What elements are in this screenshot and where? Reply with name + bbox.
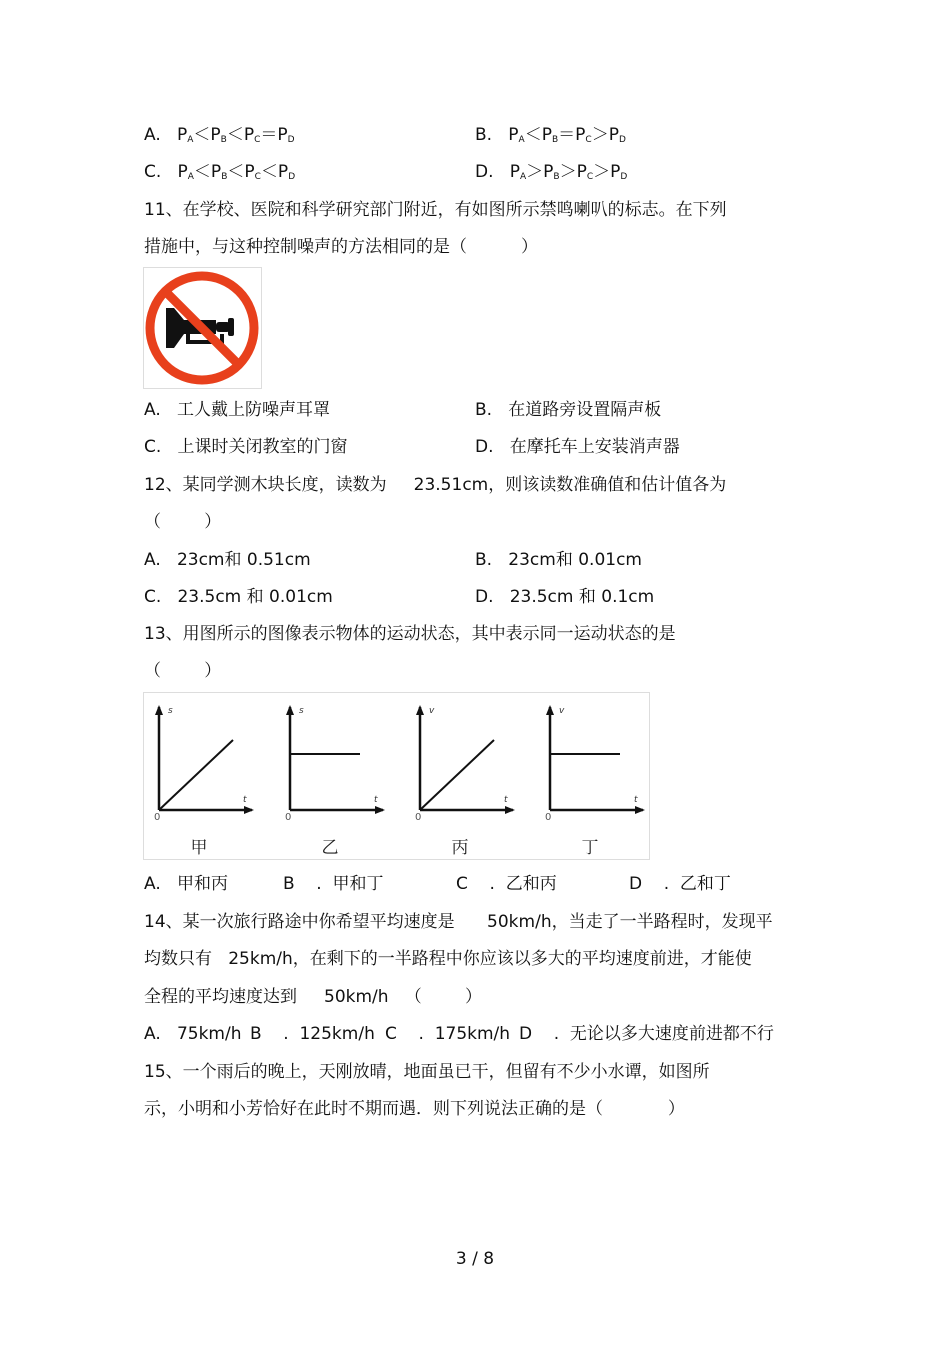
graph-y-label: v	[559, 706, 565, 716]
q14-option-a: A. 75km/h	[144, 1024, 242, 1044]
q13-option-b: B . 甲和丁	[283, 874, 384, 894]
graph-caption: 丙	[451, 838, 469, 858]
motion-graphs-svg	[144, 693, 649, 859]
q14-text-1: 14、某一次旅行路途中你希望平均速度是 50km/h，当走了一半路程时，发现平	[144, 912, 773, 932]
graph-caption: 甲	[190, 838, 208, 858]
q13-text-1: 13、用图所示的图像表示物体的运动状态，其中表示同一运动状态的是	[144, 624, 676, 644]
q13-text-2: （ ）	[144, 661, 222, 681]
graph-y-label: s	[168, 706, 173, 716]
q12-text-2: （ ）	[144, 512, 222, 532]
graph-x-label: t	[374, 795, 378, 805]
no-horn-sign-icon	[144, 268, 261, 388]
q11-option-a: A. 工人戴上防噪声耳罩	[144, 400, 330, 420]
graph-origin-label: 0	[154, 812, 161, 823]
graph-origin-label: 0	[285, 812, 292, 823]
q14-option-d: D . 无论以多大速度前进都不行	[519, 1024, 774, 1044]
graph-x-arrow	[635, 806, 645, 814]
q11-option-c: C. 上课时关闭教室的门窗	[144, 437, 348, 457]
graph-x-arrow	[505, 806, 515, 814]
graph-rising-line	[420, 740, 494, 810]
q11-option-d: D. 在摩托车上安装消声器	[475, 437, 680, 457]
graph-x-arrow	[375, 806, 385, 814]
q11-text-1: 11、在学校、医院和科学研究部门附近，有如图所示禁鸣喇叭的标志。在下列	[144, 200, 727, 220]
q13-option-c: C . 乙和丙	[456, 874, 557, 894]
q10-option-c: C. $P_A<P_B<P_C<P_D$	[144, 162, 296, 182]
graph-x-arrow	[244, 806, 254, 814]
graph-origin-label: 0	[545, 812, 552, 823]
q11-text-2: 措施中，与这种控制噪声的方法相同的是（ ）	[144, 237, 539, 257]
q12-option-a: A. 23cm和 0.51cm	[144, 550, 311, 570]
graph-y-arrow	[416, 705, 424, 715]
q12-text-1: 12、某同学测木块长度，读数为 23.51cm，则该读数准确值和估计值各为	[144, 475, 727, 495]
q10-option-d: D. $P_A>P_B>P_C>P_D$	[475, 162, 628, 182]
q14-text-2: 均数只有 25km/h，在剩下的一半路程中你应该以多大的平均速度前进，才能使	[144, 949, 752, 969]
graph-y-arrow	[546, 705, 554, 715]
q13-option-a: A. 甲和丙	[144, 874, 228, 894]
q14-text-3: 全程的平均速度达到 50km/h （ ）	[144, 987, 482, 1007]
q15-text-1: 15、一个雨后的晚上，天刚放晴，地面虽已干，但留有不少小水谭，如图所	[144, 1062, 710, 1082]
graph-x-label: t	[634, 795, 638, 805]
q11-option-b: B. 在道路旁设置隔声板	[475, 400, 662, 420]
page-number: 3 / 8	[455, 1249, 495, 1269]
motion-graphs-figure	[143, 692, 650, 860]
q10-option-a: A. $P_A<P_B<P_C=P_D$	[144, 125, 295, 145]
graph-y-arrow	[155, 705, 163, 715]
graph-caption: 乙	[321, 838, 339, 858]
graph-y-label: v	[429, 706, 435, 716]
q14-option-b: B . 125km/h	[250, 1024, 375, 1044]
graph-caption: 丁	[581, 838, 599, 858]
graph-x-label: t	[243, 795, 247, 805]
q13-option-d: D . 乙和丁	[629, 874, 731, 894]
graph-y-label: s	[299, 706, 304, 716]
graph-origin-label: 0	[415, 812, 422, 823]
q12-option-c: C. 23.5cm 和 0.01cm	[144, 587, 333, 607]
q15-text-2: 示，小明和小芳恰好在此时不期而遇．则下列说法正确的是（ ）	[144, 1099, 685, 1119]
q12-option-b: B. 23cm和 0.01cm	[475, 550, 642, 570]
graph-x-label: t	[504, 795, 508, 805]
graph-rising-line	[159, 740, 233, 810]
graph-y-arrow	[286, 705, 294, 715]
q14-option-c: C . 175km/h	[385, 1024, 511, 1044]
q10-option-b: B. $P_A<P_B=P_C>P_D$	[475, 125, 626, 145]
q12-option-d: D. 23.5cm 和 0.1cm	[475, 587, 655, 607]
no-horn-sign-image	[143, 267, 262, 389]
